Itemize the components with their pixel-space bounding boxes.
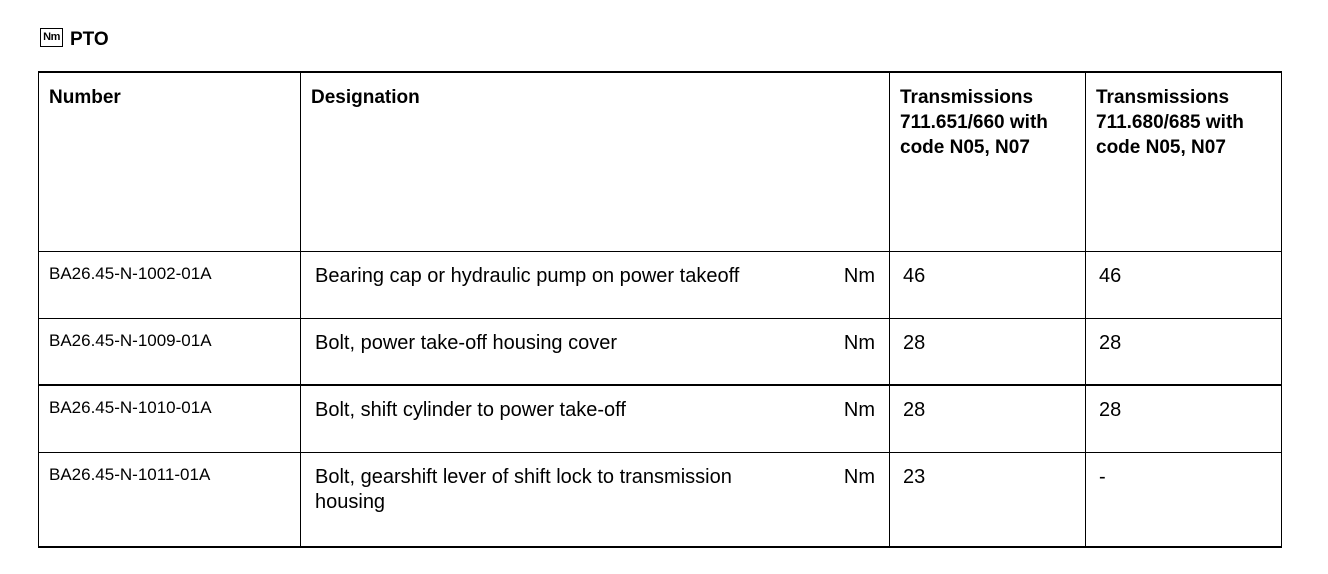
torque-value-680-685: 28: [1086, 318, 1282, 385]
column-header-transmissions-680-685: Transmissions 711.680/685 with code N05, N07: [1086, 72, 1282, 251]
unit-label: Nm: [843, 331, 875, 354]
designation-text: Bolt, shift cylinder to power take-off: [315, 399, 626, 421]
section-title: PTO: [70, 29, 109, 50]
unit-label: Nm: [843, 465, 875, 488]
torque-table: [38, 71, 1282, 548]
column-header-transmissions-651-660: Transmissions 711.651/660 with code N05, N07: [890, 72, 1086, 251]
part-number: BA26.45-N-1009-01A: [39, 318, 301, 385]
designation-cell: [301, 318, 890, 385]
unit-label: Nm: [843, 264, 875, 287]
column-header-designation: Designation: [301, 72, 890, 251]
part-number: BA26.45-N-1010-01A: [39, 385, 301, 452]
table-header-row: [39, 72, 1282, 251]
section-header: [40, 26, 109, 48]
designation-cell: [301, 385, 890, 452]
designation-cell: [301, 251, 890, 318]
table-row: [39, 251, 1282, 318]
unit-label: Nm: [843, 399, 875, 421]
table-row: [39, 318, 1282, 385]
torque-nm-icon: Nm: [40, 28, 63, 47]
designation-text: Bolt, power take-off housing cover: [315, 331, 618, 354]
designation-text: Bearing cap or hydraulic pump on power takeoff: [315, 264, 740, 287]
designation-cell: [301, 452, 890, 547]
table-row: [39, 385, 1282, 452]
designation-text: Bolt, gearshift lever of shift lock to transmission housing: [315, 465, 732, 513]
part-number: BA26.45-N-1002-01A: [39, 251, 301, 318]
part-number: BA26.45-N-1011-01A: [39, 452, 301, 547]
torque-value-651-660: 28: [890, 385, 1086, 452]
torque-value-651-660: 28: [890, 318, 1086, 385]
torque-value-651-660: 46: [890, 251, 1086, 318]
torque-value-651-660: 23: [890, 452, 1086, 547]
torque-value-680-685: 46: [1086, 251, 1282, 318]
column-header-number: Number: [39, 72, 301, 251]
table-row: [39, 452, 1282, 547]
torque-value-680-685: 28: [1086, 385, 1282, 452]
torque-value-680-685: -: [1086, 452, 1282, 547]
